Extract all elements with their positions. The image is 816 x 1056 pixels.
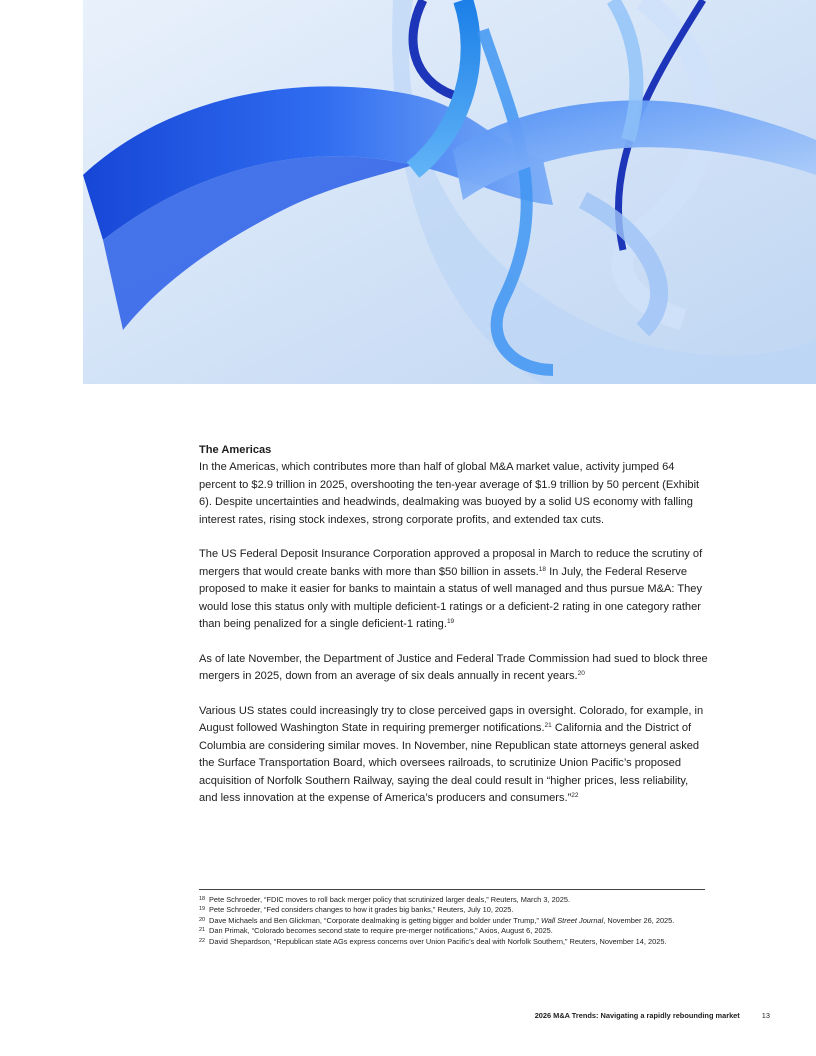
body-paragraph xyxy=(199,546,709,633)
footer-title: 2026 M&A Trends: Navigating a rapidly rebounding market xyxy=(534,1011,740,1020)
footnote-reference[interactable]: 21 xyxy=(544,722,552,730)
footnote-reference[interactable]: 22 xyxy=(571,792,579,800)
text-run: In July, the Federal Reserve proposed to make it easier for banks to maintain a status of well managed and thus pursue M&A: They would lose this status only with multiple deficient-1 ratings or a deficient-2 rating in one category rather than being penalized for a single deficient-1 rating. xyxy=(199,565,702,631)
body-paragraph xyxy=(199,459,709,529)
footnote-number: 18 xyxy=(199,896,206,902)
footnote-divider xyxy=(199,889,705,890)
text-run: Various US states could increasingly try to close perceived gaps in oversight. Colorado, for example, in August followed Washington State in requiring premerger notifications. xyxy=(199,705,704,735)
footnote-reference[interactable]: 19 xyxy=(446,618,455,626)
footnote-item xyxy=(199,937,705,947)
text-run: Dan Primak, “Colorado becomes second state to require pre-merger notifications,” Axios, August 6, 2025. xyxy=(209,926,553,936)
text-run: Pete Schroeder, “Fed considers changes to how it grades big banks,” Reuters, July 10, 2025. xyxy=(209,905,514,915)
text-run: , November 26, 2025. xyxy=(603,915,675,925)
hero-image xyxy=(83,0,816,384)
footnote-item xyxy=(199,916,705,926)
text-run: Pete Schroeder, “FDIC moves to roll back merger policy that scrutinized larger deals,” Reuters, March 3, 2025. xyxy=(209,895,571,904)
footnote-number: 19 xyxy=(199,906,206,913)
text-run: As of late November, the Department of Justice and Federal Trade Commission had sued to block three mergers in 2025, down from an average of six deals annually in recent years. xyxy=(199,652,708,683)
footnote-item xyxy=(199,895,705,905)
text-run: Dave Michaels and Ben Glickman, “Corporate dealmaking is getting bigger and bolder under Trump,” xyxy=(209,915,541,925)
footnote-item xyxy=(199,926,705,936)
main-content xyxy=(199,442,709,825)
footnote-number: 21 xyxy=(199,927,206,934)
text-run: California and the District of Columbia are considering similar moves. In November, nine Republican state attorneys general asked the Surface Transportation Board, which oversees railroads, to scrutinize Union Pacific’s proposed acquisition of Norfolk Southern Railway, saying the deal could result in “higher prices, less reliability, and less innovation at the expense of America’s producers and consumers.” xyxy=(199,722,700,805)
page-number: 13 xyxy=(761,1011,770,1020)
text-run: In the Americas, which contributes more than half of global M&A market value, activity jumped 64 percent to $2.9 trillion in 2025, overshooting the ten-year average of $1.9 trillion by 50 percent (Exhibit 6). Despite uncertainties and headwinds, dealmaking was buoyed by a solid US economy with falling interest rates, rising stock indexes, strong corporate profits, and extended tax cuts. xyxy=(199,461,700,526)
section-heading: The Americas xyxy=(199,444,272,456)
page-footer xyxy=(535,1011,770,1020)
body-paragraphs xyxy=(199,459,709,807)
text-run: The US Federal Deposit Insurance Corporation approved a proposal in March to reduce the scrutiny of mergers that would create banks with more than $50 billion in assets. xyxy=(199,548,703,578)
body-paragraph xyxy=(199,703,709,807)
footnote-number: 20 xyxy=(199,916,206,923)
footnote-reference[interactable]: 18 xyxy=(538,565,547,573)
footnote-number: 22 xyxy=(199,937,206,944)
footnote-reference[interactable]: 20 xyxy=(577,670,585,678)
footnote-item xyxy=(199,905,705,915)
abstract-ribbons-illustration xyxy=(83,0,816,384)
publication-title: Wall Street Journal xyxy=(540,915,604,925)
text-run: David Shepardson, “Republican state AGs express concerns over Union Pacific’s deal with Norfolk Southern,” Reuters, November 14, 2025. xyxy=(209,936,667,946)
body-paragraph xyxy=(199,651,709,686)
footnotes xyxy=(199,895,705,947)
